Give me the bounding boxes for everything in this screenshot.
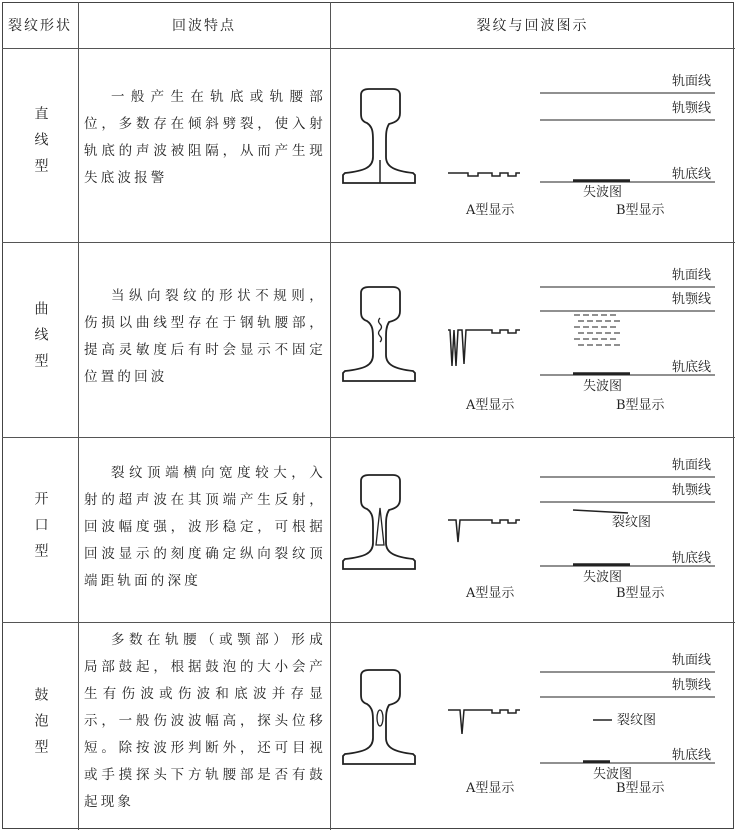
header-diagram: 裂纹与回波图示 (476, 18, 589, 34)
rail-jaw-label: 轨颚线 (672, 292, 712, 307)
a-scan-label: A型显示 (466, 398, 515, 413)
row-description: 裂纹顶端横向宽度较大，入射的超声波在其顶端产生反射，回波幅度强，波形稳定，可根据回波显示的刻度确定纵向裂纹顶端距轨面的深度 (84, 464, 326, 589)
a-scan-label: A型显示 (466, 203, 515, 218)
rail-bottom-label: 轨底线 (672, 360, 712, 375)
loss-label: 失波图 (583, 570, 623, 585)
crack-label: 裂纹图 (617, 713, 657, 728)
rail-cross-section (343, 670, 415, 764)
crack-echo-mark (573, 510, 628, 513)
rail-top-label: 轨面线 (672, 653, 712, 668)
a-scan-label: A型显示 (466, 781, 515, 796)
rail-top-label: 轨面线 (672, 268, 712, 283)
open-crack (376, 508, 384, 545)
rail-jaw-label: 轨颚线 (672, 101, 712, 116)
row-type: 鼓泡型 (32, 687, 49, 765)
row-description: 一般产生在轨底或轨腰部位，多数存在倾斜劈裂，使入射轨底的声波被阻隔，从而产生现失底波报警 (84, 89, 326, 186)
a-scan-label: A型显示 (466, 586, 515, 601)
rail-bottom-label: 轨底线 (672, 748, 712, 763)
rail-bottom-label: 轨底线 (672, 551, 712, 566)
rail-jaw-label: 轨颚线 (672, 483, 712, 498)
b-scan-label: B型显示 (616, 586, 665, 601)
rail-jaw-label: 轨颚线 (672, 678, 712, 693)
loss-label: 失波图 (583, 379, 623, 394)
curved-crack (379, 318, 382, 342)
b-scan-label: B型显示 (616, 781, 665, 796)
rail-top-label: 轨面线 (672, 74, 712, 89)
row-type: 曲线型 (32, 300, 49, 379)
header-crack-shape: 裂纹形状 (8, 18, 72, 34)
row-description: 当纵向裂纹的形状不规则，伤损以曲线型存在于钢轨腰部，提高灵敏度后有时会显示不固定位置的回波 (84, 288, 326, 385)
b-scan-label: B型显示 (616, 203, 665, 218)
header-echo-features: 回波特点 (172, 18, 236, 34)
row-type: 直线型 (32, 106, 49, 184)
row-description: 多数在轨腰（或颚部）形成局部鼓起，根据鼓泡的大小会产生有伤波或伤波和底波并存显示，一般伤波波幅高，探头位移短。除按波形判断外，还可目视或手摸探头下方轨腰部是否有鼓起现象 (84, 631, 326, 810)
loss-label: 失波图 (593, 767, 633, 782)
a-scan-waveform (448, 520, 520, 542)
a-scan-waveform (448, 330, 520, 366)
crack-label: 裂纹图 (612, 515, 652, 530)
row-type: 开口型 (32, 490, 49, 569)
loss-label: 失波图 (583, 185, 623, 200)
rail-top-label: 轨面线 (672, 458, 712, 473)
rail-bottom-label: 轨底线 (672, 167, 712, 182)
bubble (377, 710, 383, 726)
a-scan-waveform (448, 173, 520, 176)
b-scan-label: B型显示 (616, 398, 665, 413)
a-scan-waveform (448, 710, 520, 734)
rail-cross-section (343, 89, 415, 183)
